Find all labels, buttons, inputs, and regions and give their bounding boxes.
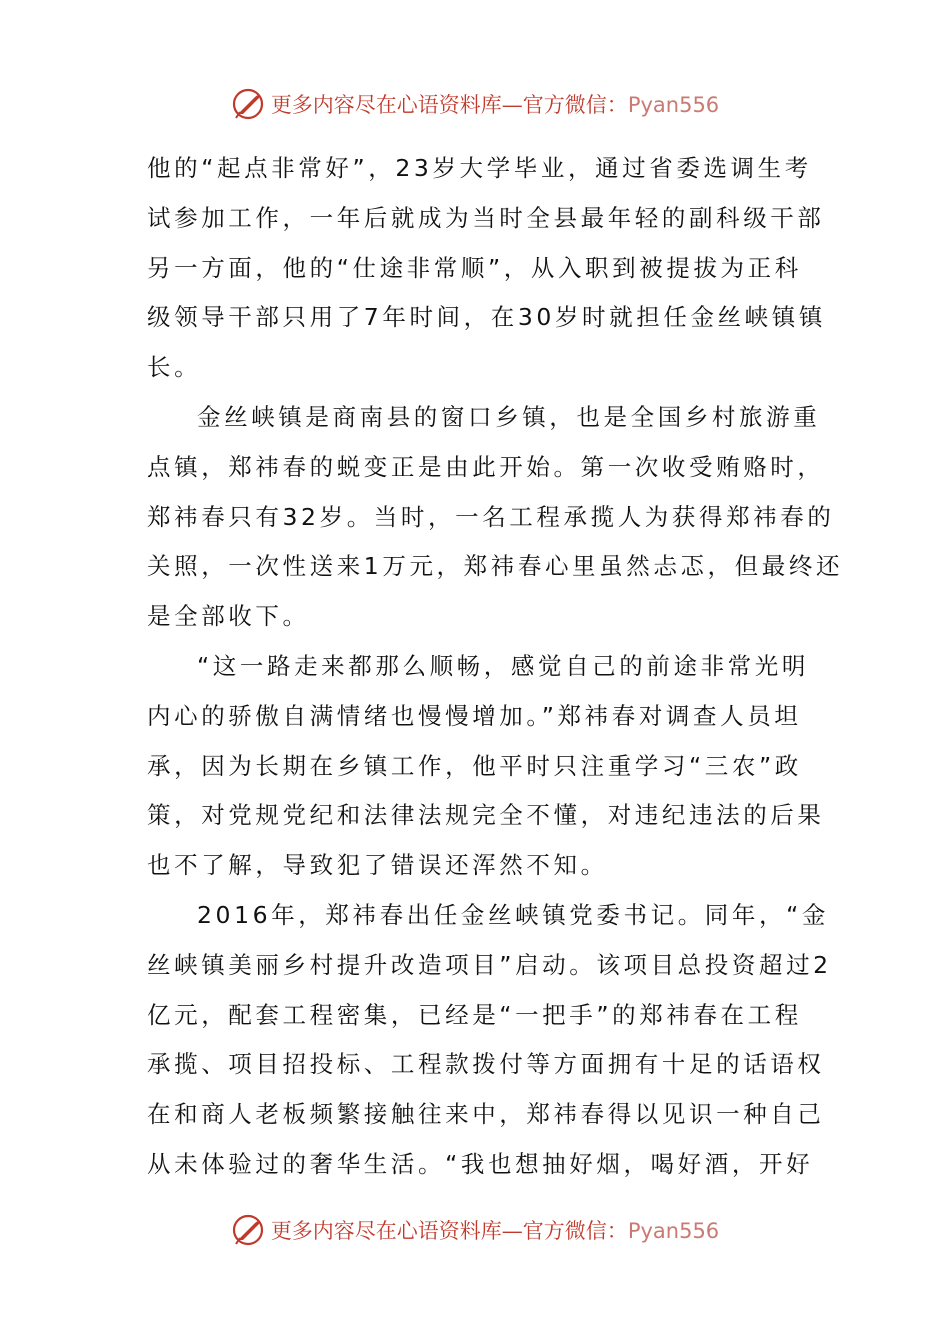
header-watermark-banner — [0, 82, 950, 126]
wechat-id: Pyan556 — [627, 1219, 720, 1243]
watermark-text: 更多内容尽在心语资料库—官方微信：Pyan556 — [270, 93, 720, 117]
watermark-text: 更多内容尽在心语资料库—官方微信：Pyan556 — [270, 1219, 720, 1243]
text-line: 试参加工作，一年后就成为当时全县最年轻的副科级干部 — [147, 203, 825, 232]
text-line: 内心的骄傲自满情绪也慢慢增加。”郑祎春对调查人员坦 — [147, 701, 802, 730]
text-line: 点镇，郑祎春的蜕变正是由此开始。第一次收受贿赂时， — [147, 452, 825, 481]
text-line: 级领导干部只用了7年时间，在30岁时就担任金丝峡镇镇 — [147, 303, 826, 332]
quill-pen-logo-icon — [231, 1213, 265, 1247]
quill-pen-logo-icon — [231, 87, 265, 121]
text-line: 承揽、项目招投标、工程款拨付等方面拥有十足的话语权 — [147, 1050, 825, 1079]
text-line: 金丝峡镇是商南县的窗口乡镇，也是全国乡村旅游重 — [197, 402, 821, 431]
text-line: 郑祎春只有32岁。当时，一名工程承揽人为获得郑祎春的 — [147, 502, 835, 531]
text-line: 关照，一次性送来1万元，郑祎春心里虽然忐忑，但最终还 — [147, 552, 844, 581]
text-line: 从未体验过的奢华生活。“我也想抽好烟，喝好酒，开好 — [147, 1149, 814, 1178]
text-line: 他的“起点非常好”，23岁大学毕业，通过省委选调生考 — [147, 154, 812, 182]
text-line: 丝峡镇美丽乡村提升改造项目”启动。该项目总投资超过2 — [147, 950, 832, 979]
text-line: 在和商人老板频繁接触往来中，郑祎春得以见识一种自己 — [147, 1100, 825, 1129]
text-line: 策，对党规党纪和法律法规完全不懂，对违纪违法的后果 — [147, 801, 825, 830]
text-line: 是全部收下。 — [147, 602, 310, 631]
text-line: 亿元，配套工程密集，已经是“一把手”的郑祎春在工程 — [147, 1000, 802, 1029]
footer-watermark-banner — [0, 1208, 950, 1252]
wechat-id: Pyan556 — [627, 93, 720, 117]
article-body — [147, 144, 844, 1190]
text-line: 另一方面，他的“仕途非常顺”，从入职到被提拔为正科 — [147, 253, 802, 282]
text-line: 也不了解，导致犯了错误还浑然不知。 — [147, 851, 608, 880]
text-line: 承，因为长期在乡镇工作，他平时只注重学习“三农”政 — [147, 751, 802, 780]
text-line: 2016年，郑祎春出任金丝峡镇党委书记。同年，“金 — [197, 900, 829, 929]
text-line: 长。 — [147, 353, 202, 382]
text-line: “这一路走来都那么顺畅，感觉自己的前途非常光明 — [197, 651, 809, 680]
